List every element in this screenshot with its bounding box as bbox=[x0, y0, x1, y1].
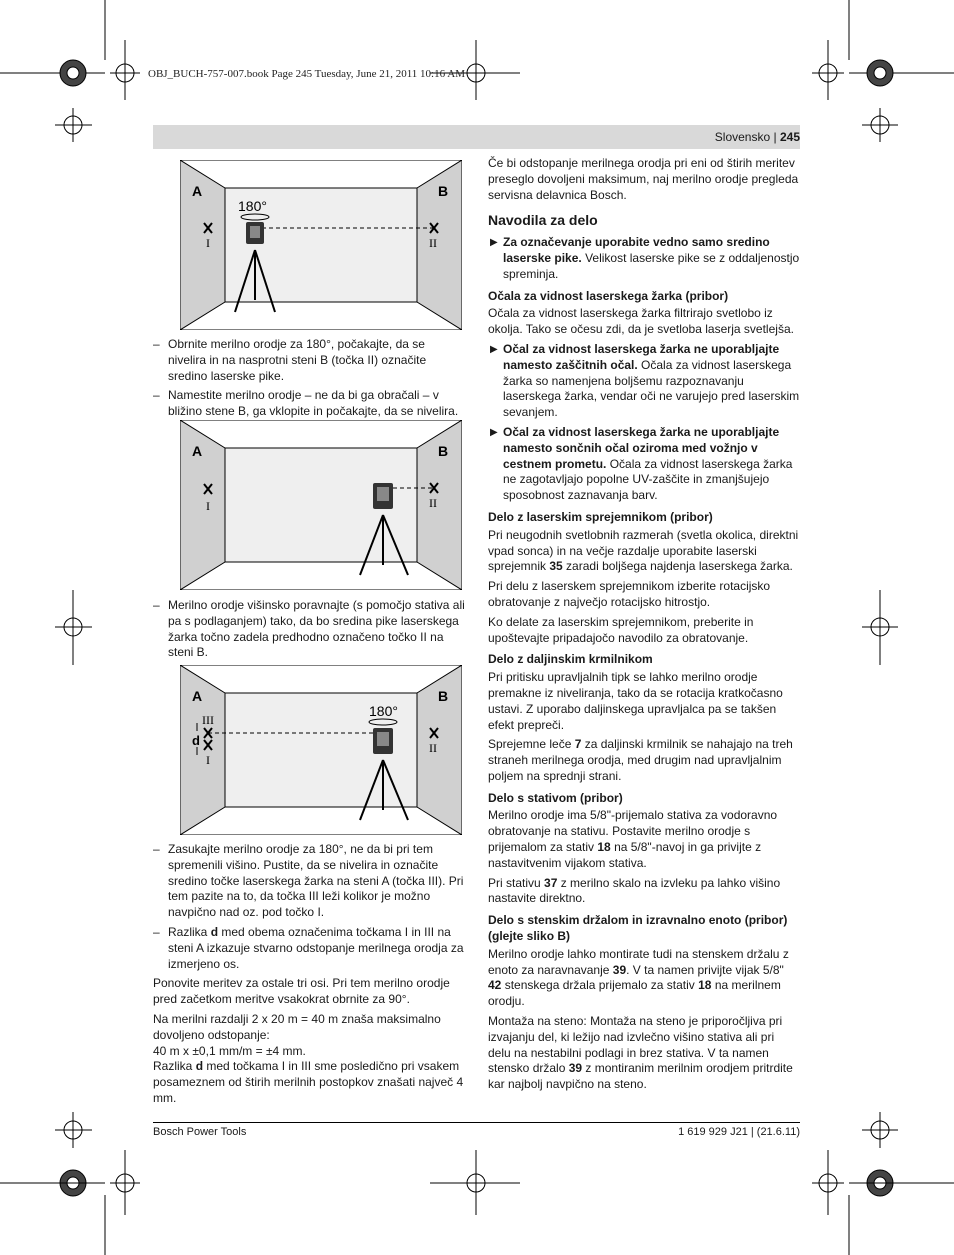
fig2-mark-right: II bbox=[429, 496, 437, 510]
fig1-mark-left: I bbox=[206, 236, 210, 250]
fig1-label-a: A bbox=[192, 183, 203, 199]
paragraph: Sprejemne leče 7 za daljinski krmilnik se nahajajo na treh straneh merilnega orodja, med drugim nad upravljalnim poljem na sprednji strani. bbox=[488, 737, 793, 783]
figure-1-room bbox=[180, 160, 462, 330]
fig3-mark-top: III bbox=[202, 713, 214, 727]
paragraph: Montaža na steno: Montaža na steno je priporočljiva pri izvajanju del, ki ležijo nad izvlečno višino stativa ali pri delu na nestabilni podlagi in brez stativa. V ta namen stensko držalo 39 z montiranim merilnim orodjem pritrdite kar najbolj navpično na steno. bbox=[488, 1014, 793, 1092]
paragraph: Merilno orodje ima 5/8"-prijemalo stativa za vodoravno obratovanje na stativu. Postavite merilno orodje s prijemalom za stativ 18 na 5/8"-navoj in ga privijte z nastavitvenim vijakom stativa. bbox=[488, 808, 778, 870]
intro-paragraph: Če bi odstopanje merilnega orodja pri eni od štirih meritev preseglo dovoljeni maksimum, naj merilno orodje pregleda servisna delavnica Bosch. bbox=[488, 156, 799, 202]
fig3-mark-d: d bbox=[192, 733, 200, 748]
paragraph: Ko delate za laserskim sprejemnikom, preberite in upoštevajte pripadajočo navodilo za obratovanje. bbox=[488, 614, 754, 645]
page-number: 245 bbox=[779, 130, 800, 144]
right-column bbox=[488, 156, 800, 1097]
fig2-label-b: B bbox=[438, 443, 449, 459]
left-block-3 bbox=[153, 842, 465, 1111]
footer-rule bbox=[153, 1122, 800, 1123]
paragraph: Merilno orodje lahko montirate tudi na stenskem držalu z enoto za naravnavanje 39. V ta namen privijte vijak 5/8" 42 stenskega držala prijemalo za stativ 18 na merilnem orodju. bbox=[488, 946, 789, 1009]
fig2-mark-left: I bbox=[206, 499, 210, 513]
paragraph: Pri delu z laserskem sprejemnikom izberite rotacijsko obratovanje z največjo rotacijsko hitrostjo. bbox=[488, 579, 771, 609]
header-separator: | bbox=[773, 130, 777, 144]
paragraph: Ponovite meritev za ostale tri osi. Pri tem merilno orodje pred začetkom meritve vsakokrat obrnite za 90°. bbox=[153, 976, 450, 1007]
fig3-mark-right: II bbox=[429, 741, 437, 755]
figure-2-room bbox=[180, 420, 462, 590]
left-block-2 bbox=[153, 598, 465, 665]
header-language: Slovensko bbox=[714, 130, 771, 144]
subheading: Delo z daljinskim krmilnikom bbox=[488, 652, 653, 667]
header-band bbox=[153, 125, 800, 149]
list-item: – Zasukajte merilno orodje za 180°, ne da bi pri tem spremenili višino. Pustite, da se nivelira in označite sredino točke laserskega žarka na steni A (točka III). Pri tem pazite na to, da točka III leži kolikor je možno navpično nad oz. pod točko I. bbox=[153, 842, 464, 920]
paragraph: Pri pritisku upravljalnih tipk se lahko merilno orodje premakne iz niveliranja, tako da se rotacija kratkočasno ustavi. Z uporabo daljinskega upravljalca pa se takšen efekt prepreči. bbox=[488, 670, 783, 732]
footer-doc-number: 1 619 929 J21 | (21.6.11) bbox=[678, 1126, 800, 1138]
list-item: – Merilno orodje višinsko poravnajte (s pomočjo stativa ali pa s podlaganjem) tako, da bo sredina pike laserskega žarka točno zadela predhodno označeno točko II na steni B. bbox=[153, 598, 465, 660]
section-heading: Navodila za delo bbox=[488, 212, 598, 229]
subheading: Delo s stativom (pribor) bbox=[488, 790, 623, 805]
subheading: Očala za vidnost laserskega žarka (pribor) bbox=[488, 288, 729, 303]
book-info-line: OBJ_BUCH-757-007.book Page 245 Tuesday, June 21, 2011 10:16 AM bbox=[148, 68, 465, 80]
paragraph: Na merilni razdalji 2 x 20 m = 40 m znaša maksimalno dovoljeno odstopanje: bbox=[153, 1011, 441, 1042]
paragraph: Pri neugodnih svetlobnih razmerah (svetla okolica, direktni vpad sonca) in na večje razdalje uporabite laserski sprejemnik 35 zaradi boljšega najdenja laserskega žarka. bbox=[488, 527, 799, 574]
fig3-label-b: B bbox=[438, 688, 449, 704]
page-header bbox=[715, 130, 800, 144]
list-item: – Namestite merilno orodje – ne da bi ga obračali – v bližino stene B, ga vklopite in počakajte, da se nivelira. bbox=[153, 388, 459, 419]
triangle-bullet-icon: ▶ bbox=[490, 237, 498, 249]
triangle-bullet-icon: ▶ bbox=[490, 343, 498, 355]
paragraph: Pri stativu 37 z merilno skalo na izvleku pa lahko višino nastavite direktno. bbox=[488, 875, 781, 906]
fig1-angle: 180° bbox=[238, 198, 267, 214]
triangle-bullet-icon: ▶ bbox=[490, 426, 498, 438]
fig1-mark-right: II bbox=[429, 236, 437, 250]
footer-brand: Bosch Power Tools bbox=[153, 1126, 247, 1138]
bullet-item: ▶ Za označevanje uporabite vedno samo sredino laserske pike. Velikost laserske pike se z oddaljenostjo spreminja. bbox=[490, 235, 800, 281]
list-item: – Obrnite merilno orodje za 180°, počakajte, da se nivelira in na nasprotni steni B (točka II) označite sredino laserske pike. bbox=[153, 337, 427, 383]
paragraph: Razlika d med točkama I in III sme posledično pri vsakem posameznem od štirih merilnih postopkov znašati največ 4 mm. bbox=[153, 1059, 464, 1105]
bullet-item: ▶ Očal za vidnost laserskega žarka ne uporabljajte namesto zaščitnih očal. Očala za vidnost laserskega žarka so namenjena boljšemu razpoznavanju laserskega žarka, vendar oči ne varujejo pred laserskim sevanjem. bbox=[490, 341, 800, 420]
fig3-label-a: A bbox=[192, 688, 203, 704]
fig3-mark-left: I bbox=[206, 753, 210, 767]
fig1-label-b: B bbox=[438, 183, 449, 199]
fig2-label-a: A bbox=[192, 443, 203, 459]
paragraph: 40 m x ±0,1 mm/m = ±4 mm. bbox=[153, 1043, 306, 1058]
paragraph: Očala za vidnost laserskega žarka filtrirajo svetlobo iz okolja. Tako se očesu zdi, da je svetloba laserja svetlejša. bbox=[488, 306, 794, 337]
subheading: Delo s stenskim držalom in izravnalno enoto (pribor) (glejte sliko B) bbox=[488, 913, 788, 944]
bullet-item: ▶ Očal za vidnost laserskega žarka ne uporabljajte namesto sončnih očal oziroma med vožnjo v cestnem prometu. Očala za vidnost laserskega žarka ne zagotavljajo popolne UV-zaščite in zmanjšujejo sposobnost zaznavanja barv. bbox=[490, 424, 793, 503]
left-block-1 bbox=[153, 337, 465, 424]
list-item: – Razlika d med obema označenima točkama I in III na steni A izkazuje stvarno odstopanje merilnega orodja za izmerjeno os. bbox=[153, 924, 464, 971]
subheading: Delo z laserskim sprejemnikom (pribor) bbox=[488, 509, 713, 524]
fig3-angle: 180° bbox=[369, 703, 398, 719]
figure-3-room bbox=[180, 665, 462, 835]
